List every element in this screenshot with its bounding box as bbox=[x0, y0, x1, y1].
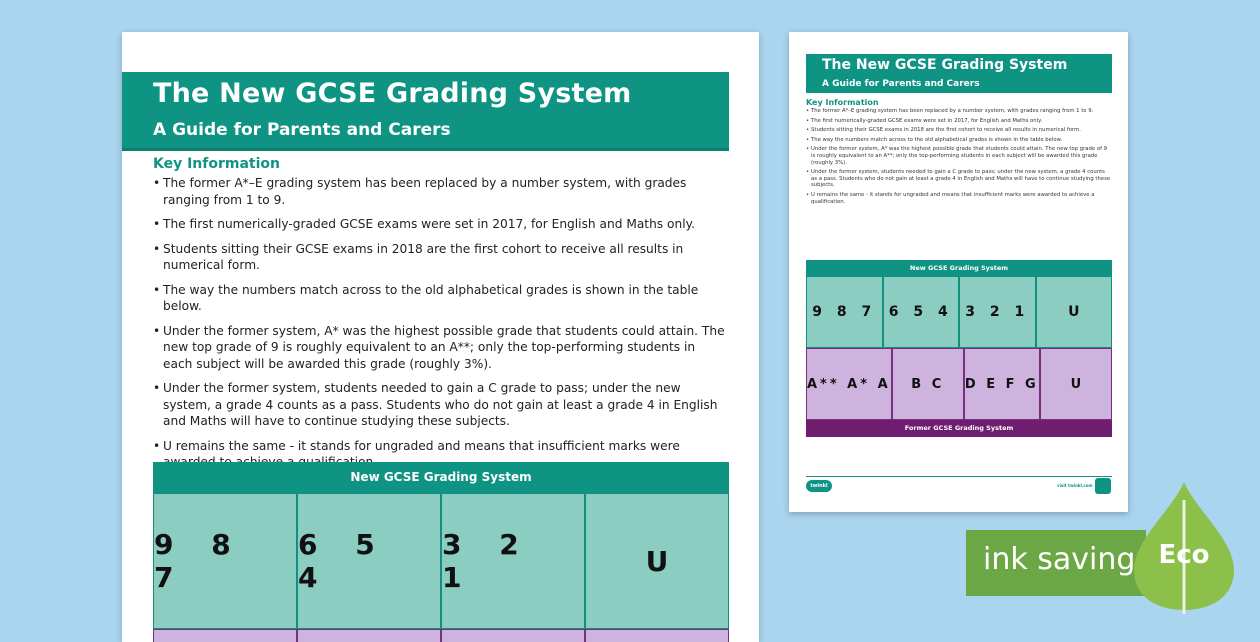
list-item: • U remains the same - it stands for ungraded and means that insufficient marks were awarded to achieve a qualification. bbox=[806, 192, 1112, 205]
list-item: • Under the former system, A* was the highest possible grade that students could attain. The new top grade of 9 is roughly equivalent to an A**; only the top-performing students in each subject will be awarded this grade (roughly 3%). bbox=[153, 323, 728, 373]
page-subtitle: A Guide for Parents and Carers bbox=[822, 79, 980, 89]
ink-saving-label: ink saving bbox=[983, 542, 1136, 577]
twinkl-logo: twinkl bbox=[806, 480, 832, 492]
list-item: • The former A*–E grading system has been replaced by a number system, with grades ranging from 1 to 9. bbox=[153, 175, 728, 208]
document-preview-small bbox=[789, 32, 1128, 512]
former-grade-cell: U bbox=[1040, 348, 1112, 420]
new-grades-row bbox=[153, 493, 729, 629]
list-item: • The way the numbers match across to the old alphabetical grades is shown in the table below. bbox=[153, 282, 728, 315]
new-grades-row bbox=[806, 276, 1112, 348]
site-link: visit twinkl.com bbox=[1057, 483, 1093, 488]
former-grades-row bbox=[806, 348, 1112, 420]
list-item: • The way the numbers match across to the old alphabetical grades is shown in the table below. bbox=[806, 137, 1112, 144]
document-preview-large bbox=[122, 32, 759, 642]
grade-cell: U bbox=[585, 493, 729, 629]
former-grade-cell bbox=[297, 629, 441, 642]
grading-table bbox=[806, 260, 1112, 437]
page-subtitle: A Guide for Parents and Carers bbox=[153, 120, 451, 140]
brand-mark-icon bbox=[1095, 478, 1111, 494]
section-heading: Key Information bbox=[806, 98, 879, 107]
grade-cell: 9 8 7 bbox=[806, 276, 883, 348]
grade-cell: 9 8 7 bbox=[153, 493, 297, 629]
new-system-header: New GCSE Grading System bbox=[806, 260, 1112, 276]
title-banner bbox=[806, 54, 1112, 93]
list-item: • Under the former system, students needed to gain a C grade to pass; under the new system, a grade 4 counts as a pass. Students who do not gain at least a grade 4 in English and Maths will have to continue studying these subjects. bbox=[153, 380, 728, 430]
ink-saving-badge bbox=[966, 530, 1146, 596]
eco-label: Eco bbox=[1158, 540, 1210, 570]
list-item: • Under the former system, students needed to gain a C grade to pass; under the new system, a grade 4 counts as a pass. Students who do not gain at least a grade 4 in English and Maths will have to continue studying these subjects. bbox=[806, 169, 1112, 189]
grade-cell: U bbox=[1036, 276, 1113, 348]
page-title: The New GCSE Grading System bbox=[822, 57, 1068, 73]
info-bullet-list bbox=[806, 108, 1112, 208]
title-banner bbox=[122, 72, 729, 151]
former-grade-cell: B C bbox=[892, 348, 964, 420]
former-system-footer: Former GCSE Grading System bbox=[806, 420, 1112, 437]
new-system-header: New GCSE Grading System bbox=[153, 462, 729, 493]
former-grade-cell bbox=[153, 629, 297, 642]
info-bullet-list bbox=[153, 175, 728, 471]
former-grade-cell: A** A* A bbox=[806, 348, 892, 420]
grading-table bbox=[153, 462, 729, 642]
list-item: • Under the former system, A* was the highest possible grade that students could attain. The new top grade of 9 is roughly equivalent to an A**; only the top-performing students in each subject will be awarded this grade (roughly 3%). bbox=[806, 146, 1112, 166]
list-item: • U remains the same - it stands for ungraded and means that insufficient marks were bbox=[153, 438, 728, 471]
list-item: • The former A*–E grading system has been replaced by a number system, with grades ranging from 1 to 9. bbox=[806, 108, 1112, 115]
list-item: • The first numerically-graded GCSE exams were set in 2017, for English and Maths only. bbox=[153, 216, 728, 233]
former-grades-row-partial bbox=[153, 629, 729, 642]
grade-cell: 3 2 1 bbox=[441, 493, 585, 629]
grade-cell: 6 5 4 bbox=[883, 276, 960, 348]
grade-cell: 3 2 1 bbox=[959, 276, 1036, 348]
section-heading: Key Information bbox=[153, 156, 280, 172]
grade-cell: 6 5 4 bbox=[297, 493, 441, 629]
former-grade-cell bbox=[441, 629, 585, 642]
list-item: • Students sitting their GCSE exams in 2018 are the first cohort to receive all results in numerical form. bbox=[153, 241, 728, 274]
footer-divider bbox=[806, 476, 1112, 477]
list-item: • Students sitting their GCSE exams in 2018 are the first cohort to receive all results in numerical form. bbox=[806, 127, 1112, 134]
former-grade-cell: D E F G bbox=[964, 348, 1040, 420]
list-item: • The first numerically-graded GCSE exams were set in 2017, for English and Maths only. bbox=[806, 118, 1112, 125]
eco-leaf-icon bbox=[1134, 480, 1238, 614]
page-title: The New GCSE Grading System bbox=[153, 78, 632, 109]
former-grade-cell bbox=[585, 629, 729, 642]
